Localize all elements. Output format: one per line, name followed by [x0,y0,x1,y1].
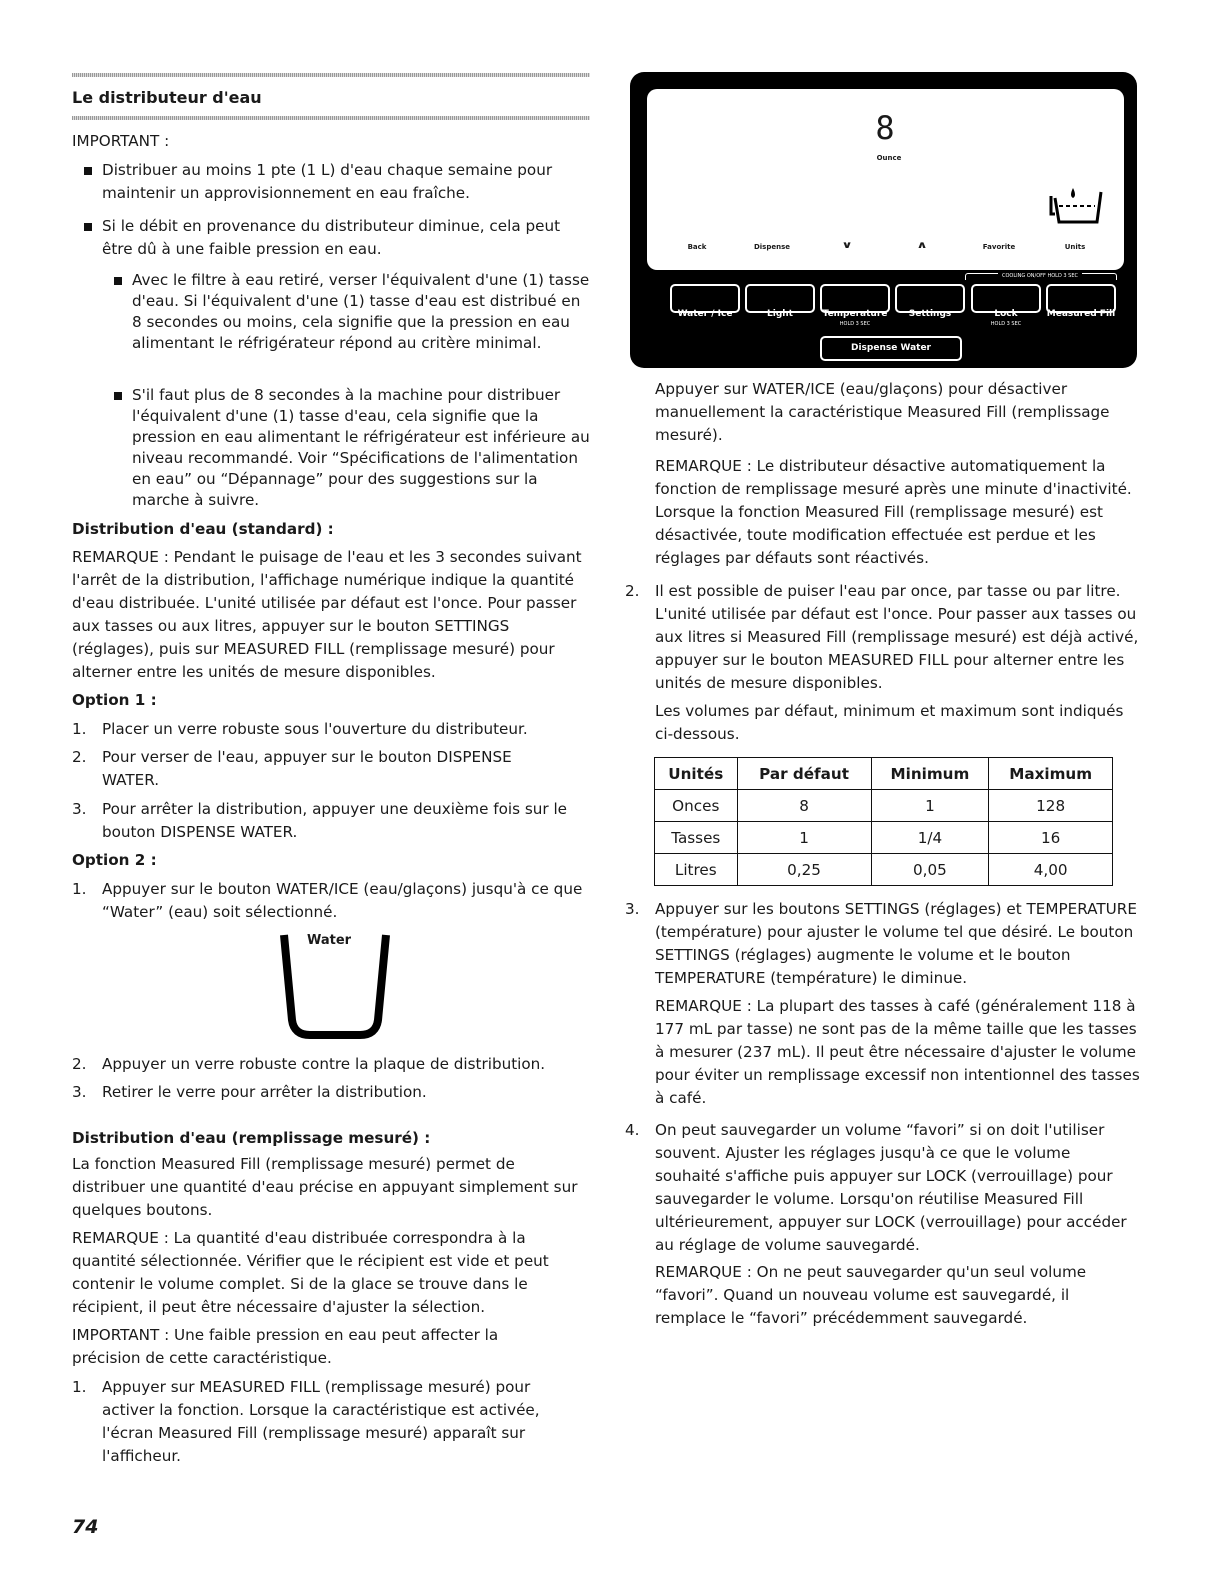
chevron-down-icon: ∨ [841,239,853,251]
control-panel-illustration [630,72,1137,368]
table-cell: 1 [871,790,989,822]
step-number: 1. [72,720,87,738]
option1-heading: Option 1 : [72,691,157,709]
screen-label-favorite: Favorite [982,243,1016,251]
dispense-water-button[interactable]: Dispense Water [820,336,962,361]
button-label: Measured Fill [1046,309,1116,319]
note-text: REMARQUE : On ne peut sauvegarder qu'un seul volume “favori”. Quand un nouveau volume est sauvegardé, il remplace le “favori” précédemment sauvegardé. [655,1263,1087,1327]
table-cell: 128 [989,790,1113,822]
step-number: 2. [72,1055,87,1073]
measured-important: IMPORTANT : Une faible pression en eau peut affecter la précision de cette caractéristique. [72,1326,499,1367]
bullet-icon [84,167,92,175]
cup-label: Water [307,933,352,948]
divider [72,116,590,120]
table-header: Minimum [871,758,989,790]
step-text: Appuyer sur les boutons SETTINGS (réglages) et TEMPERATURE (température) pour ajuster le volume tel que désiré. Le bouton SETTINGS (réglages) augmente le volume et le bouton TEMPERATURE (température) le diminue. [655,900,1137,987]
hold-note: HOLD 3 SEC [990,321,1022,327]
volumes-intro: Les volumes par défaut, minimum et maximum sont indiqués ci-dessous. [655,702,1124,743]
step-text: Appuyer un verre robuste contre la plaque de distribution. [102,1055,546,1073]
table-header: Maximum [989,758,1113,790]
bullet-text: Distribuer au moins 1 pte (1 L) d'eau chaque semaine pour maintenir un approvisionnement en eau fraîche. [102,161,553,202]
unit-label: Ounce [876,154,902,162]
table-cell: 8 [737,790,871,822]
button-label: Light [767,309,793,319]
note-text: REMARQUE : La plupart des tasses à café (généralement 118 à 177 mL par tasse) ne sont pas de la même taille que les tasses à mesurer (237 mL). Il peut être nécessaire d'ajuster le volume pour éviter un remplissage excessif non intentionnel des tasses à café. [655,997,1140,1107]
bullet-icon [114,277,122,285]
table-header: Unités [655,758,738,790]
standard-heading: Distribution d'eau (standard) : [72,520,334,538]
display-screen [647,89,1124,270]
step-number: 4. [625,1121,640,1139]
step-number: 1. [72,1378,87,1396]
cooling-note: COOLING ON/OFF HOLD 3 SEC [998,273,1082,279]
bullet-icon [84,223,92,231]
measured-heading: Distribution d'eau (remplissage mesuré) : [72,1129,431,1147]
table-cell: Litres [655,854,738,886]
table-row [655,854,1113,886]
table-cell: 1 [737,822,871,854]
chevron-up-icon: ∧ [916,239,928,251]
step-text: Pour verser de l'eau, appuyer sur le bouton DISPENSE WATER. [102,748,512,789]
measured-note: REMARQUE : La quantité d'eau distribuée correspondra à la quantité sélectionnée. Vérifier que le récipient est vide et peut contenir le volume complet. Si de la glace se trouve dans le récipient, il peut être nécessaire d'ajuster la sélection. [72,1229,549,1316]
measuring-cup-icon [1043,184,1107,232]
right-note: REMARQUE : Le distributeur désactive automatiquement la fonction de remplissage mesuré après une minute d'inactivité. Lorsque la fonction Measured Fill (remplissage mesuré) est désactivée, toute modification effectuée est perdue et les réglages par défauts sont réactivés. [655,457,1132,567]
table-row [655,822,1113,854]
step-text: Retirer le verre pour arrêter la distribution. [102,1083,427,1101]
table-cell: 0,25 [737,854,871,886]
step-text: Appuyer sur MEASURED FILL (remplissage mesuré) pour activer la fonction. Lorsque la caractéristique est activée, l'écran Measured Fill (remplissage mesuré) apparaît sur l'afficheur. [102,1378,540,1465]
table-cell: Onces [655,790,738,822]
divider [72,73,590,77]
table-cell: 16 [989,822,1113,854]
step-number: 2. [72,748,87,766]
sub-bullet-text: S'il faut plus de 8 secondes à la machine pour distribuer l'équivalent d'une (1) tasse d'eau, cela signifie que la pression en eau alimentant le réfrigérateur est inférieure au niveau recommandé. Voir “Spécifications de l'alimentation en eau” ou “Dépannage” pour des suggestions sur la marche à suivre. [132,386,590,509]
table-cell: 1/4 [871,822,989,854]
standard-note: REMARQUE : Pendant le puisage de l'eau et les 3 secondes suivant l'arrêt de la distribution, l'affichage numérique indique la quantité d'eau distribuée. L'unité utilisée par défaut est l'once. Pour passer aux tasses ou aux litres, appuyer sur le bouton SETTINGS (réglages), puis sur MEASURED FILL (remplissage mesuré) pour alterner entre les unités de mesure disponibles. [72,548,582,681]
right-para: Appuyer sur WATER/ICE (eau/glaçons) pour désactiver manuellement la caractéristique Measured Fill (remplissage mesuré). [655,380,1110,444]
step-number: 3. [625,900,640,918]
table-row [655,790,1113,822]
button-label: Lock [994,309,1018,319]
step-number: 3. [72,800,87,818]
table-header: Par défaut [737,758,871,790]
step-number: 1. [72,880,87,898]
step-number: 3. [72,1083,87,1101]
bullet-icon [114,392,122,400]
bullet-text: Si le débit en provenance du distributeur diminue, cela peut être dû à une faible pression en eau. [102,217,561,258]
section-title: Le distributeur d'eau [72,88,262,107]
table-cell: 4,00 [989,854,1113,886]
hold-note: HOLD 3 SEC [839,321,871,327]
button-label: Settings [908,309,952,319]
table-cell: 0,05 [871,854,989,886]
important-label: IMPORTANT : [72,132,170,150]
step-text: On peut sauvegarder un volume “favori” si on doit l'utiliser souvent. Ajuster les réglages jusqu'à ce que le volume souhaité s'affiche puis appuyer sur LOCK (verrouillage) pour sauvegarder le volume. Lorsqu'on réutilise Measured Fill ultérieurement, appuyer sur LOCK (verrouillage) pour accéder au réglage de volume sauvegardé. [655,1121,1127,1254]
step-number: 2. [625,582,640,600]
volumes-table [654,757,1113,886]
digit-readout: 8 [875,109,895,147]
sub-bullet-text: Avec le filtre à eau retiré, verser l'équivalent d'une (1) tasse d'eau. Si l'équivalent d'une (1) tasse d'eau est distribué en 8 secondes ou moins, cela signifie que la pression en eau alimentant le réfrigérateur répond au critère minimal. [132,271,590,352]
step-text: Il est possible de puiser l'eau par once, par tasse ou par litre. L'unité utilisée par défaut est l'once. Pour passer aux tasses ou aux litres si Measured Fill (remplissage mesuré) est déjà activé, appuyer sur le bouton MEASURED FILL pour alterner entre les unités de mesure disponibles. [655,582,1139,692]
page-number: 74 [72,1516,99,1538]
step-text: Appuyer sur le bouton WATER/ICE (eau/glaçons) jusqu'à ce que “Water” (eau) soit sélectionné. [102,880,583,921]
step-text: Pour arrêter la distribution, appuyer une deuxième fois sur le bouton DISPENSE WATER. [102,800,568,841]
screen-label-dispense: Dispense [753,243,791,251]
table-cell: Tasses [655,822,738,854]
button-label: Temperature [822,309,888,319]
step-text: Placer un verre robuste sous l'ouverture du distributeur. [102,720,528,738]
screen-label-back: Back [687,243,707,251]
screen-label-units: Units [1064,243,1086,251]
button-label: Water / Ice [677,309,733,319]
measured-intro: La fonction Measured Fill (remplissage mesuré) permet de distribuer une quantité d'eau précise en appuyant simplement sur quelques boutons. [72,1155,578,1219]
option2-heading: Option 2 : [72,851,157,869]
